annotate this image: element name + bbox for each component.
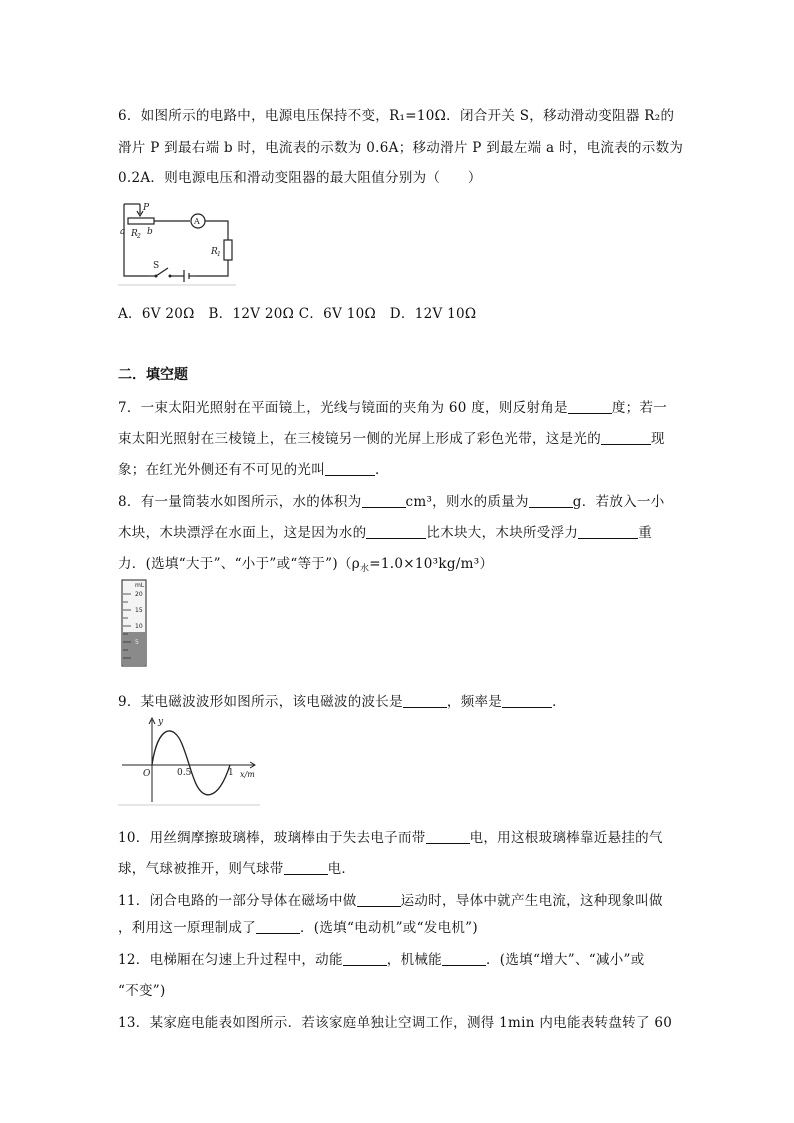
- tick-1: 1: [228, 768, 234, 778]
- q9-line-1: 9．某电磁波波形如图所示，该电磁波的波长是 ，频率是 ．: [118, 694, 566, 710]
- q6-line-3: 0.2A．则电源电压和滑动变阻器的最大阻值分别为（ ）: [118, 170, 482, 186]
- axis-x-label: x/m: [240, 770, 255, 779]
- label-p: P: [143, 203, 150, 213]
- q6-options: A．6V 20Ω B．12V 20Ω C．6V 10Ω D．12V 10Ω: [118, 306, 477, 322]
- origin-label: O: [143, 769, 151, 779]
- tick-0.5: 0.5: [177, 768, 192, 778]
- q7-line-3: 象；在红光外侧还有不可见的光叫 ．: [118, 462, 389, 478]
- label-a: a: [120, 227, 126, 237]
- circuit-diagram: [118, 198, 238, 286]
- q12-line-2: “不变”): [118, 983, 166, 999]
- q11-line-2: ，利用这一原理制成了 ．(选填“电动机”或“发电机”): [118, 920, 478, 936]
- label-r2: R: [131, 229, 138, 239]
- tick-10: 10: [135, 623, 143, 630]
- cylinder-unit: mL: [135, 582, 145, 589]
- label-r2-sub: 2: [137, 233, 141, 240]
- tick-20: 20: [135, 591, 143, 598]
- q11-line-1: 11．闭合电路的一部分导体在磁场中做 运动时，导体中就产生电流，这种现象叫做: [118, 893, 663, 909]
- q7-line-1: 7．一束太阳光照射在平面镜上，光线与镜面的夹角为 60 度，则反射角是 度；若一: [118, 400, 668, 416]
- q6-line-2: 滑片 P 到最右端 b 时，电流表的示数为 0.6A；移动滑片 P 到最左端 a 时，电流表的示数为: [118, 140, 684, 156]
- q6-line-1: 6．如图所示的电路中，电源电压保持不变，R₁=10Ω．闭合开关 S，移动滑动变阻器 R₂的: [118, 108, 675, 124]
- q10-line-1: 10．用丝绸摩擦玻璃棒，玻璃棒由于失去电子而带 电，用这根玻璃棒靠近悬挂的气: [118, 830, 663, 846]
- q13-line-1: 13．某家庭电能表如图所示．若该家庭单独让空调工作，测得 1min 内电能表转盘转了 60: [118, 1015, 673, 1031]
- q8-line-2: 木块，木块漂浮在水面上，这是因为水的 比木块大，木块所受浮力 重: [118, 525, 653, 541]
- label-r1-sub: 1: [217, 251, 221, 258]
- ammeter-symbol: A: [194, 217, 200, 226]
- q7-line-2: 束太阳光照射在三棱镜上，在三棱镜另一侧的光屏上形成了彩色光带，这是光的 现: [118, 431, 665, 447]
- axis-y-label: y: [158, 717, 164, 727]
- label-r1: R: [211, 247, 218, 257]
- q8-line-3: 力．(选填“大于”、“小于”或“等于$”)(\rho_水=1.0\times 10^3kg/m^3)$: [118, 556, 494, 574]
- q10-line-2: 球，气球被推开，则气球带 电．: [118, 861, 356, 877]
- label-b: b: [147, 227, 153, 237]
- tick-5: 5: [135, 639, 139, 646]
- section-title: 二．填空题: [118, 367, 188, 383]
- tick-15: 15: [135, 607, 143, 614]
- q8-line-1: 8．有一量筒装水如图所示，水的体积为 cm³，则水的质量为 g．若放入一小: [118, 494, 665, 510]
- wave-graph: [118, 714, 263, 806]
- measuring-cylinder: [118, 578, 152, 668]
- q12-line-1: 12．电梯厢在匀速上升过程中，动能 ，机械能 ．(选填“增大”、“减小”或: [118, 952, 645, 968]
- label-s: S: [153, 261, 160, 271]
